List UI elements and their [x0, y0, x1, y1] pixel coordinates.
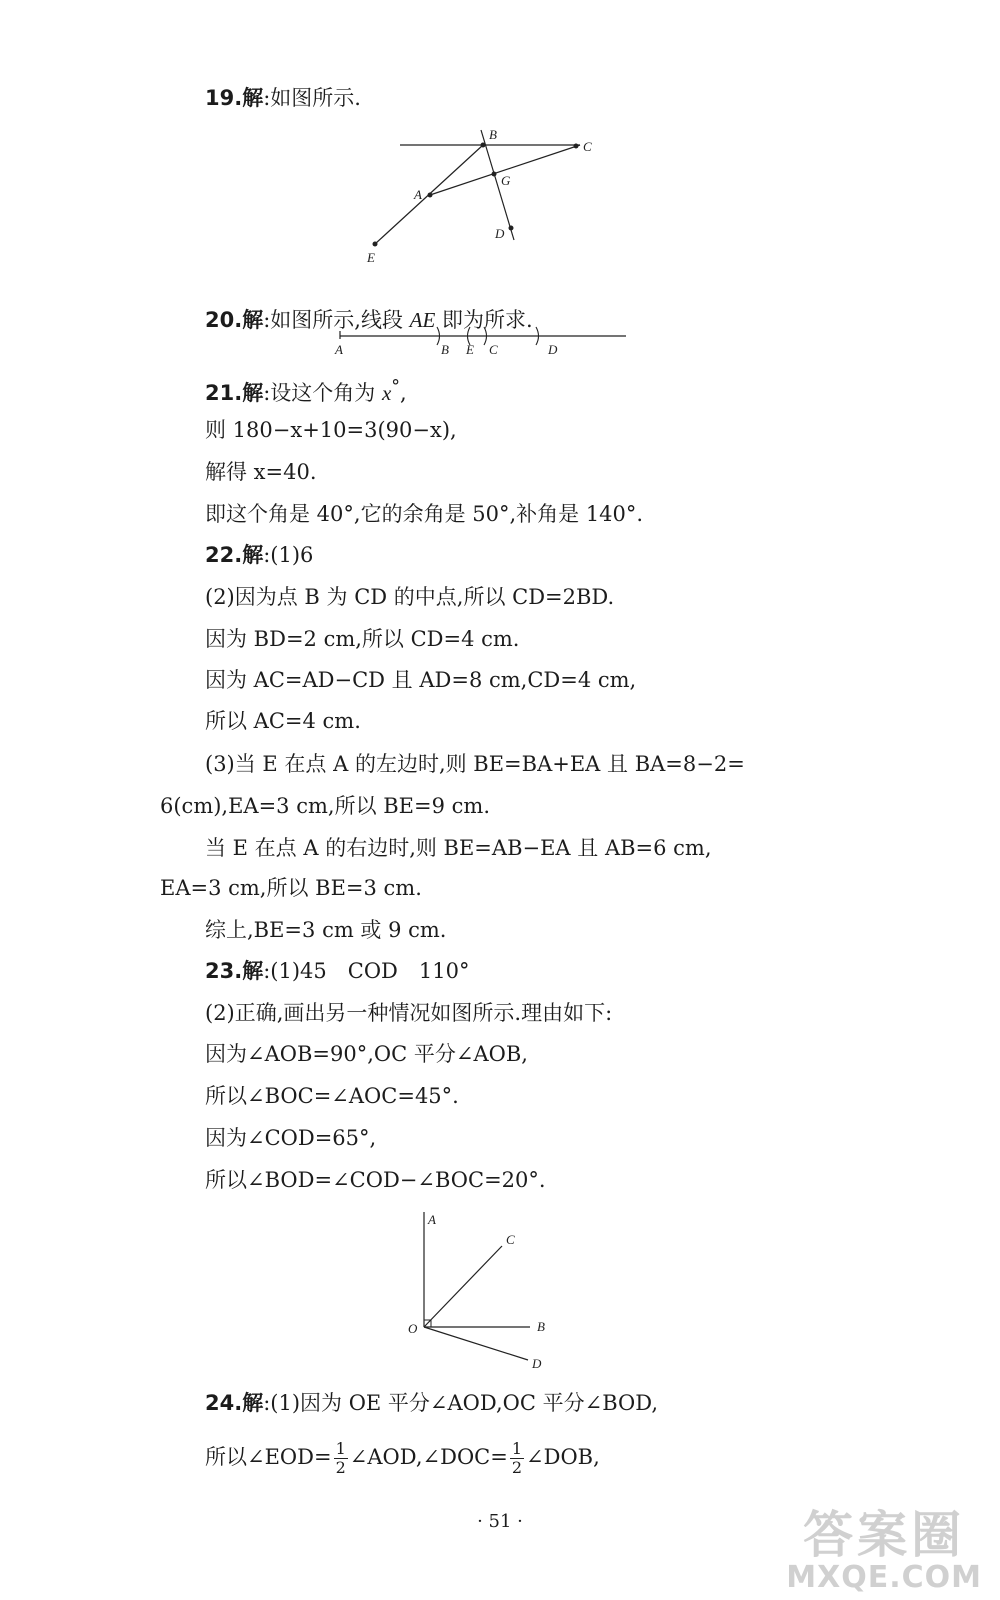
fraction-half — [510, 1440, 524, 1477]
question-number: 24. — [205, 1391, 243, 1415]
fraction-numerator: 1 — [335, 1439, 346, 1458]
point-d-label: D — [532, 1356, 542, 1371]
question-number: 21. — [205, 381, 243, 405]
q19-figure — [360, 120, 620, 270]
answer-label: 解 — [242, 959, 264, 983]
q24-text-b: ∠AOD,∠DOC= — [349, 1445, 508, 1469]
point-c-label: C — [506, 1232, 515, 1247]
point-c-label: C — [583, 139, 592, 154]
answer-label: 解 — [242, 86, 264, 110]
point-d-label: D — [495, 226, 505, 241]
point-d-label: D — [548, 342, 558, 357]
q22-line-10: 综上,BE=3 cm 或 9 cm. — [205, 918, 447, 942]
q24-text-a: 所以∠EOD= — [205, 1445, 332, 1469]
point-e-label: E — [367, 250, 375, 265]
q22-line-6: (3)当 E 在点 A 的左边时,则 BE=BA+EA 且 BA=8−2= — [205, 752, 745, 776]
fraction-denominator: 2 — [511, 1458, 523, 1477]
q20-text-1: :如图所示,线段 — [263, 308, 403, 332]
q23-line-6: 所以∠BOD=∠COD−∠BOC=20°. — [205, 1168, 546, 1192]
q23-line-1 — [205, 957, 469, 985]
point-b-label: B — [489, 127, 497, 142]
q23-line-3: 因为∠AOB=90°,OC 平分∠AOB, — [205, 1042, 528, 1066]
q20-text-2: 即为所求. — [441, 308, 533, 332]
point-c-label: C — [489, 342, 498, 357]
segment-ae: AE — [409, 308, 436, 332]
answer-label: 解 — [242, 308, 264, 332]
q21-text: :设这个角为 — [263, 381, 376, 405]
q22-line-2: (2)因为点 B 为 CD 的中点,所以 CD=2BD. — [205, 585, 615, 609]
q21-line-4: 即这个角是 40°,它的余角是 50°,补角是 140°. — [205, 502, 644, 526]
variable-x: x — [381, 381, 392, 405]
question-number: 19. — [205, 86, 243, 110]
q22-line-1 — [205, 541, 313, 569]
q19-text: :如图所示. — [263, 86, 361, 110]
point-a-label: A — [428, 1212, 436, 1227]
watermark-url: MXQE.COM — [786, 1560, 982, 1595]
point-e-label: E — [466, 342, 474, 357]
q21-line-1 — [205, 373, 407, 407]
point-b-label: B — [537, 1319, 545, 1334]
q24-line-2 — [205, 1440, 600, 1477]
q24-text-c: ∠DOB, — [526, 1445, 600, 1469]
point-o-label: O — [408, 1321, 418, 1336]
comma: , — [400, 381, 407, 405]
answer-label: 解 — [242, 543, 264, 567]
q22-text: :(1)6 — [263, 543, 314, 567]
q24-text: :(1)因为 OE 平分∠AOD,OC 平分∠BOD, — [263, 1391, 659, 1415]
q22-line-7: 6(cm),EA=3 cm,所以 BE=9 cm. — [160, 794, 490, 818]
question-number: 20. — [205, 308, 243, 332]
q23-figure — [400, 1205, 560, 1375]
question-number: 22. — [205, 543, 243, 567]
point-a-label: A — [414, 187, 422, 202]
point-a-label: A — [335, 342, 343, 357]
q24-line-1 — [205, 1389, 658, 1417]
q22-line-9: EA=3 cm,所以 BE=3 cm. — [160, 876, 422, 900]
answer-label: 解 — [242, 381, 264, 405]
q22-line-5: 所以 AC=4 cm. — [205, 709, 361, 733]
watermark — [786, 1508, 982, 1594]
degree-sign: ° — [391, 377, 401, 397]
q21-line-3: 解得 x=40. — [205, 460, 317, 484]
fraction-denominator: 2 — [335, 1458, 346, 1477]
q23-line-5: 因为∠COD=65°, — [205, 1126, 377, 1150]
q23-line-2: (2)正确,画出另一种情况如图所示.理由如下: — [205, 1001, 613, 1025]
q21-line-2: 则 180−x+10=3(90−x), — [205, 418, 457, 442]
q20-figure — [330, 322, 630, 362]
point-b-label: B — [441, 342, 449, 357]
watermark-logo-text: 答案圈 — [803, 1506, 966, 1564]
question-number: 23. — [205, 959, 243, 983]
page-number: · 51 · — [477, 1511, 523, 1532]
fraction-numerator: 1 — [511, 1439, 523, 1458]
q19-heading — [205, 84, 361, 112]
q22-line-8: 当 E 在点 A 的右边时,则 BE=AB−EA 且 AB=6 cm, — [205, 836, 712, 860]
q23-line-4: 所以∠BOC=∠AOC=45°. — [205, 1084, 459, 1108]
q22-line-4: 因为 AC=AD−CD 且 AD=8 cm,CD=4 cm, — [205, 668, 637, 692]
q22-line-3: 因为 BD=2 cm,所以 CD=4 cm. — [205, 627, 520, 651]
point-g-label: G — [501, 173, 511, 188]
answer-label: 解 — [242, 1391, 264, 1415]
fraction-half — [334, 1440, 348, 1477]
q23-text: :(1)45 COD 110° — [263, 959, 470, 983]
